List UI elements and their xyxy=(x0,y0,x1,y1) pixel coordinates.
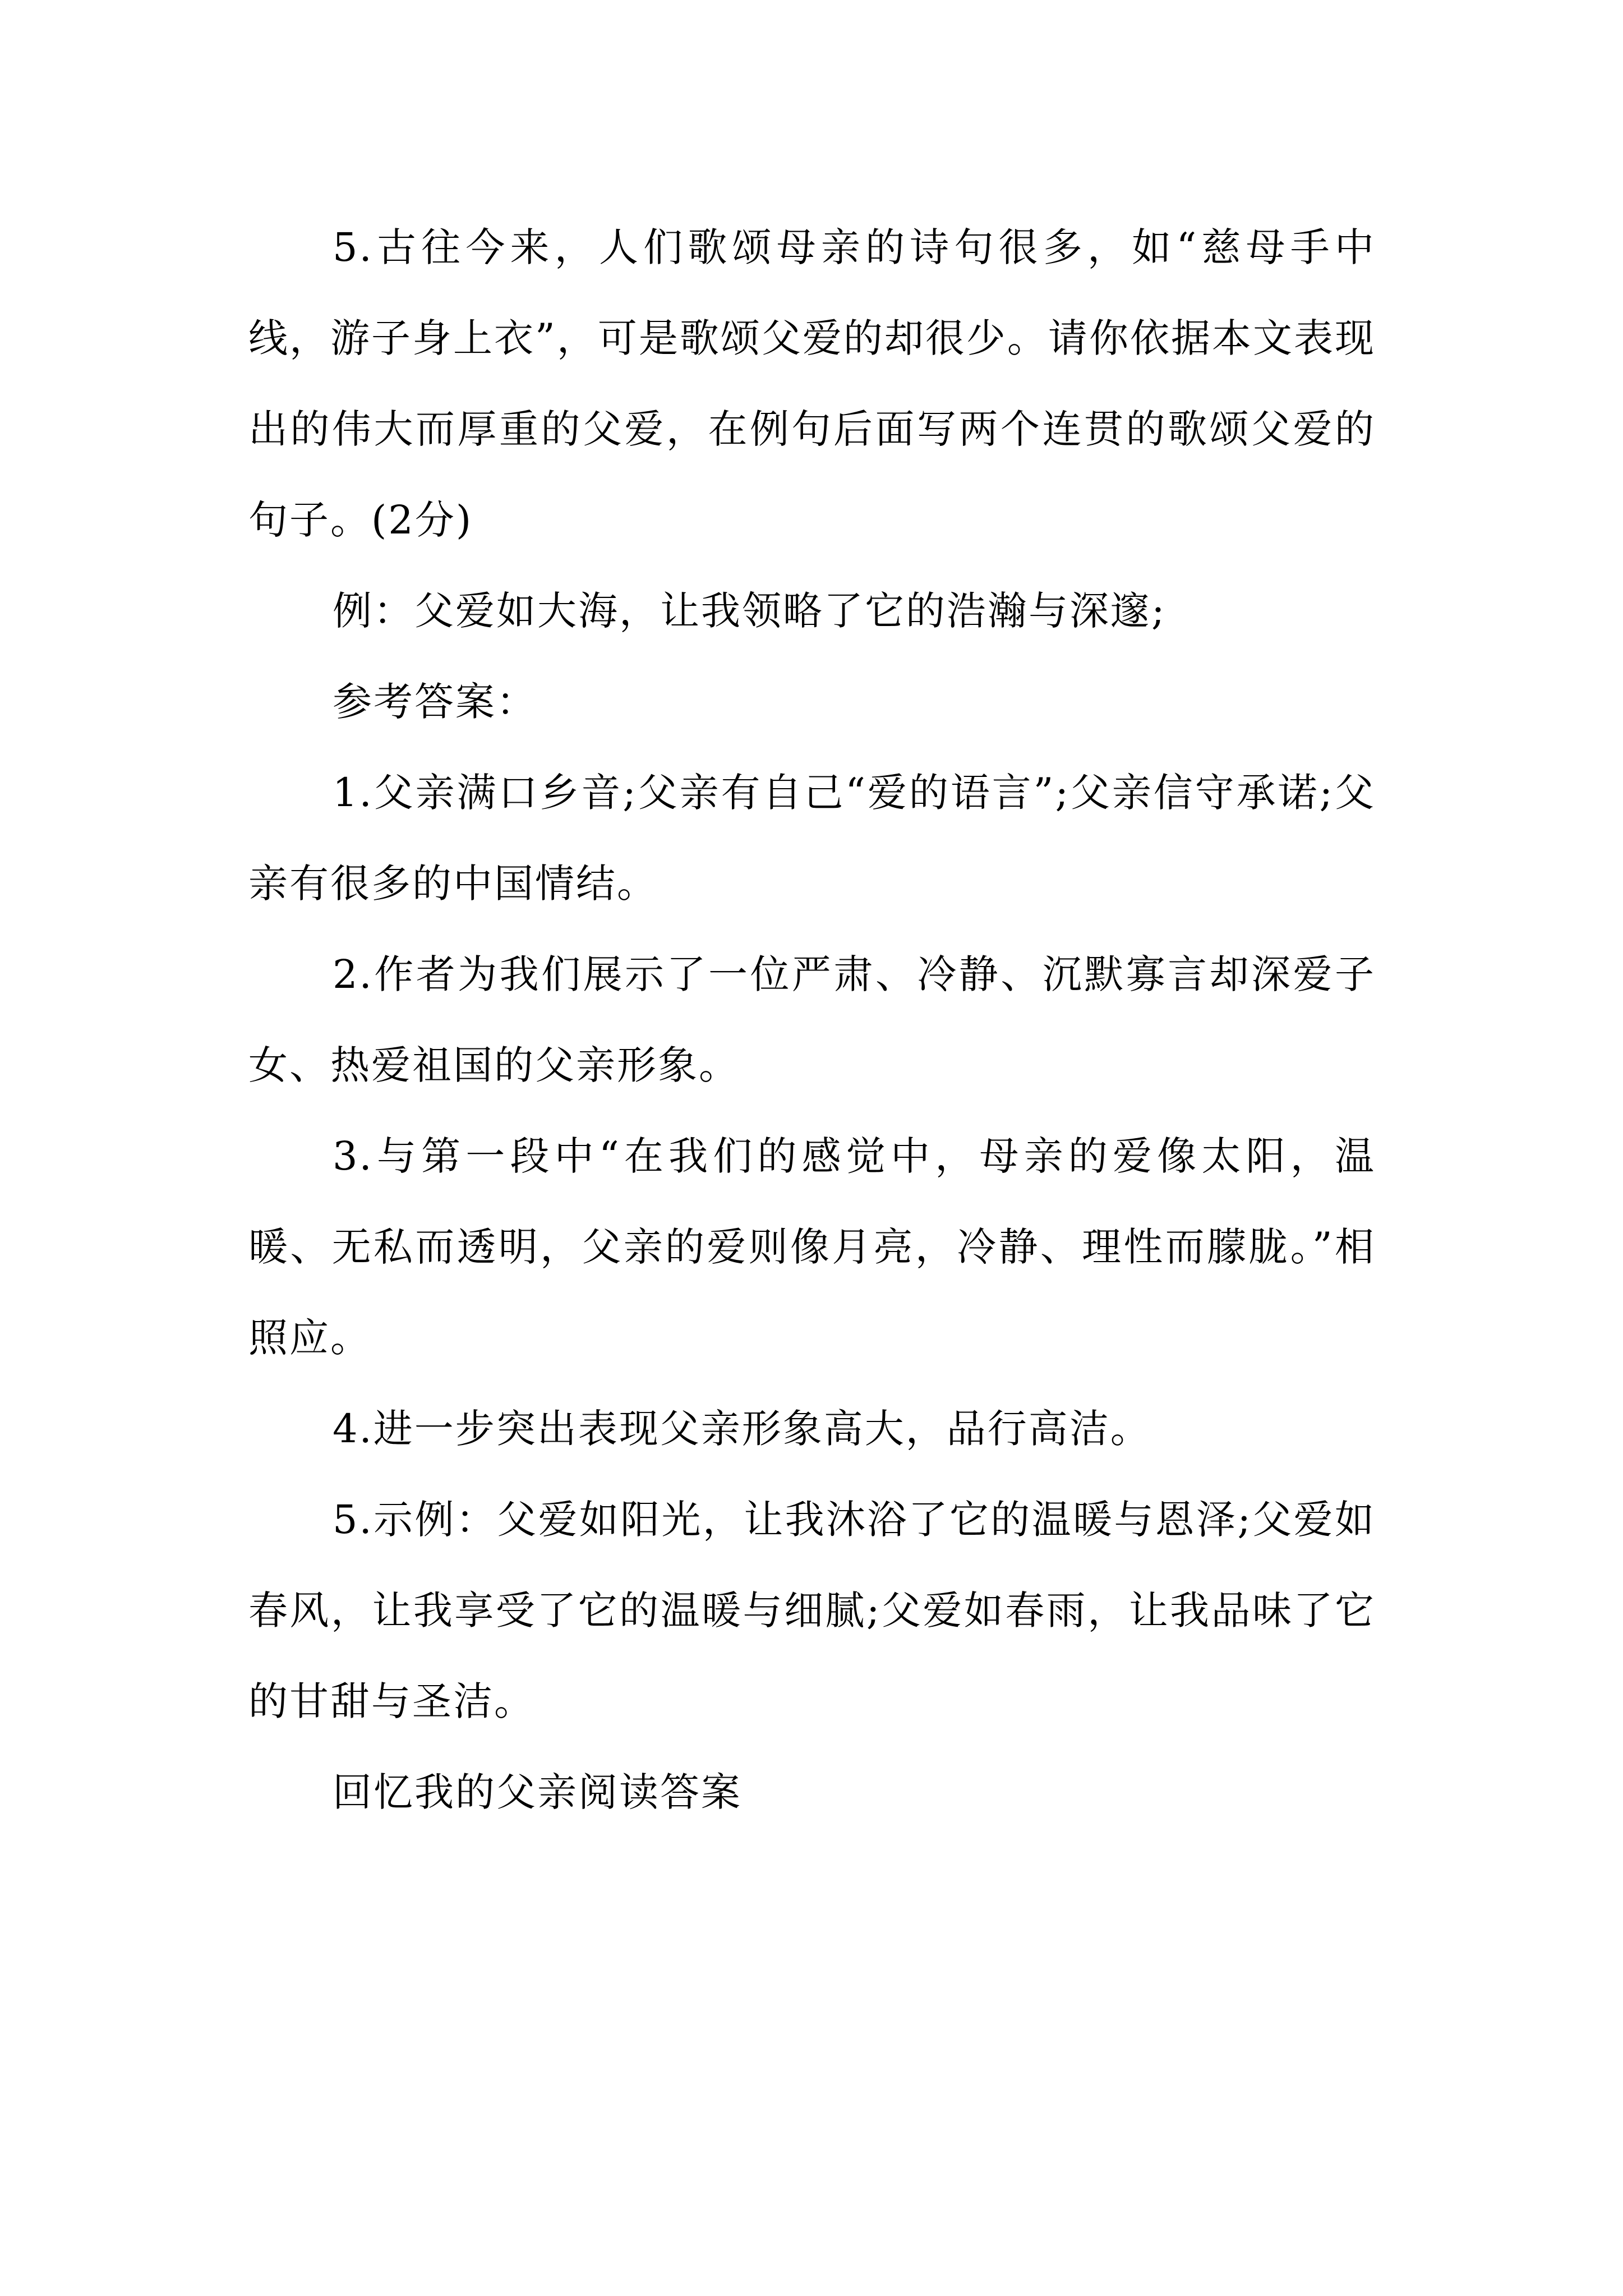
answer-1: 1.父亲满口乡音;父亲有自己“爱的语言”;父亲信守承诺;父亲有很多的中国情结。 xyxy=(248,770,1376,907)
answer-2: 2.作者为我们展示了一位严肃、冷静、沉默寡言却深爱子女、热爱祖国的父亲形象。 xyxy=(248,951,1376,1088)
answer-5: 5.示例：父爱如阳光，让我沐浴了它的温暖与恩泽;父爱如春风，让我享受了它的温暖与细腻;父爱如春雨，让我品味了它的甘甜与圣洁。 xyxy=(248,1497,1376,1724)
answers-heading: 参考答案： xyxy=(333,679,537,725)
question-5-paragraph: 5.古往今来，人们歌颂母亲的诗句很多，如“慈母手中线，游子身上衣”，可是歌颂父爱的却很少。请你依据本文表现出的伟大而厚重的父爱，在例句后面写两个连贯的歌颂父爱的句子。(2分) xyxy=(248,224,1376,543)
answer-4: 4.进一步突出表现父亲形象高大，品行高洁。 xyxy=(333,1406,1151,1452)
document-body xyxy=(248,202,1376,1838)
document-footer-title: 回忆我的父亲阅读答案 xyxy=(333,1769,742,1815)
example-sentence: 例：父爱如大海，让我领略了它的浩瀚与深邃; xyxy=(333,588,1166,634)
answer-3: 3.与第一段中“在我们的感觉中，母亲的爱像太阳，温暖、无私而透明，父亲的爱则像月亮，冷静、理性而朦胧。”相照应。 xyxy=(248,1133,1376,1361)
